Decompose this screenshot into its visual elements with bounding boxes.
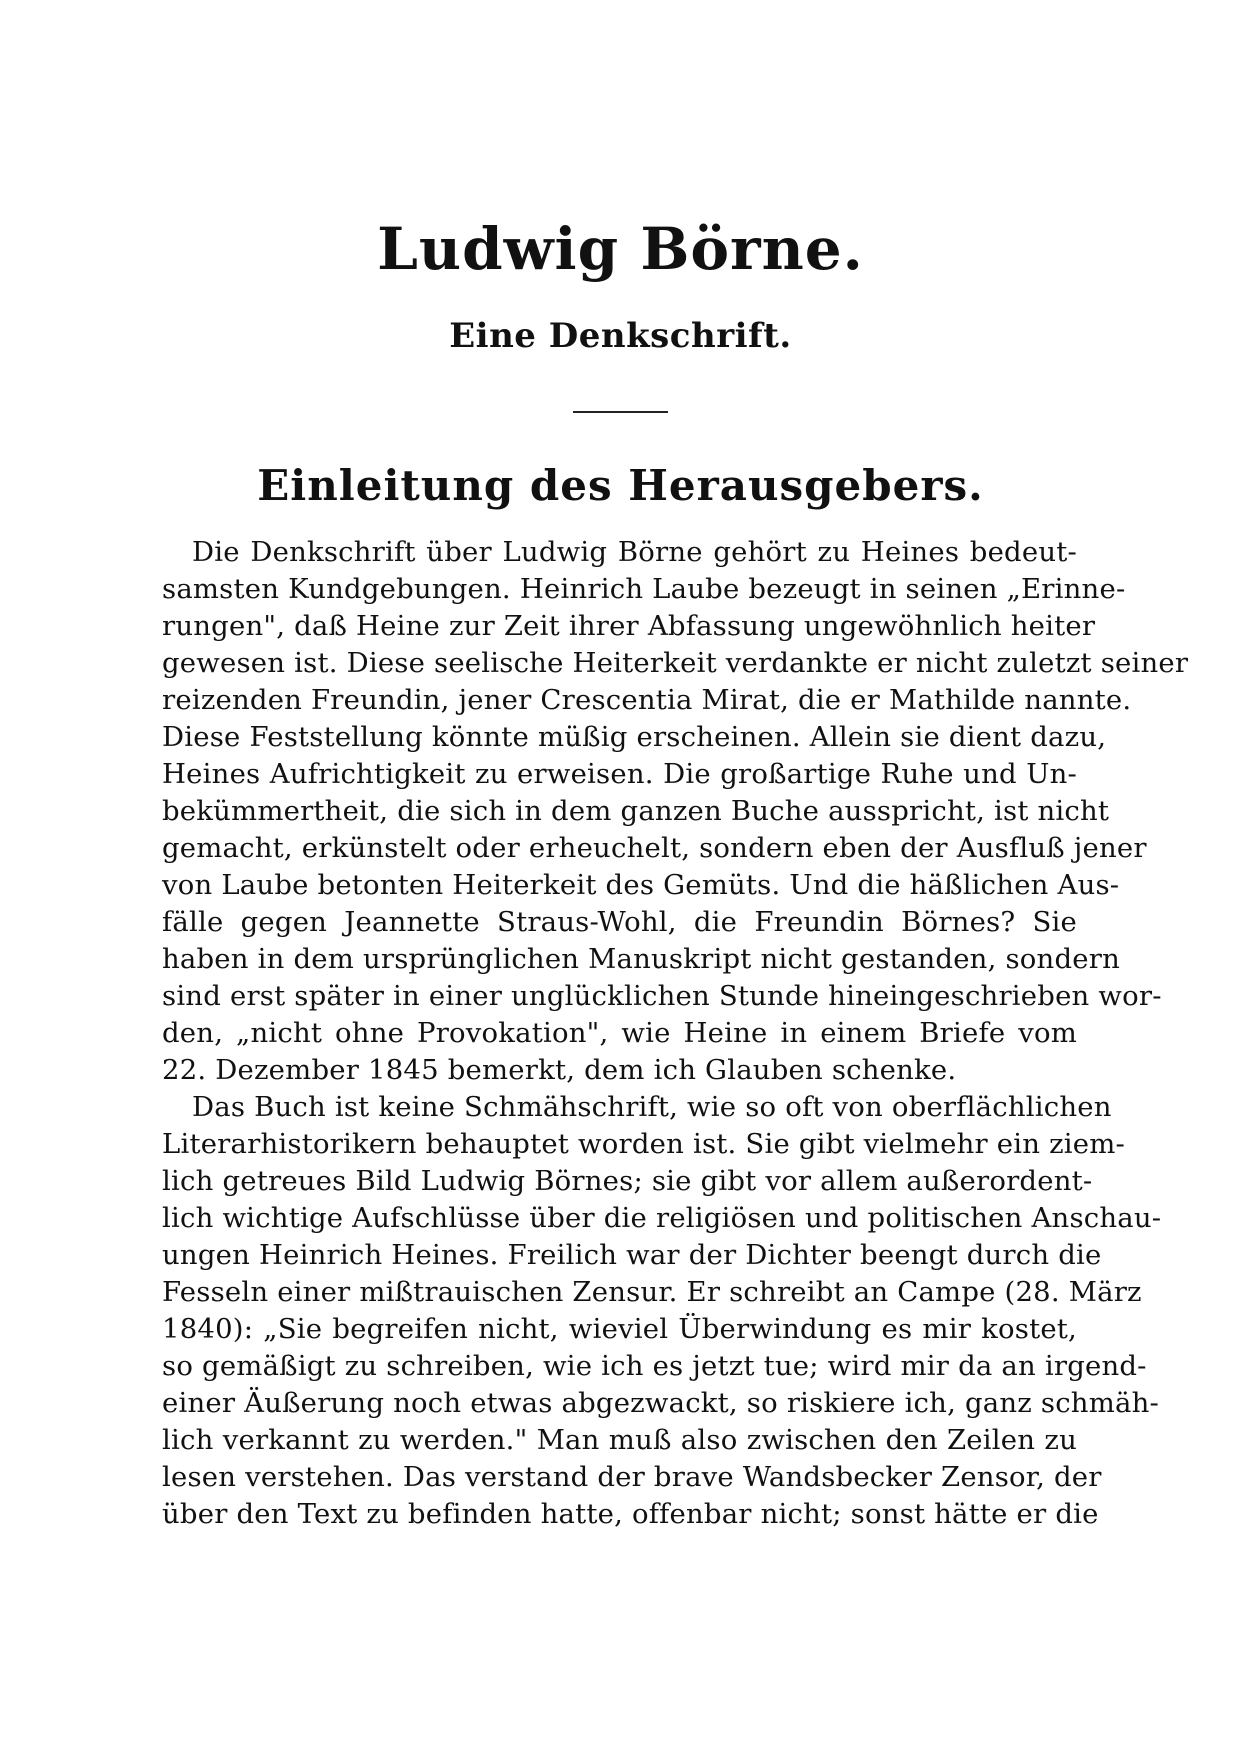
text-line: einer Äußerung noch etwas abgezwackt, so riskiere ich, ganz schmäh- — [162, 1387, 1159, 1419]
text-line: gemacht, erkünstelt oder erheuchelt, sondern eben der Ausfluß jener — [162, 832, 1147, 864]
text-line: lesen verstehen. Das verstand der brave Wandsbecker Zensor, der — [162, 1461, 1102, 1493]
text-line: rungen", daß Heine zur Zeit ihrer Abfassung ungewöhnlich heiter — [162, 610, 1096, 642]
text-line: Die Denkschrift über Ludwig Börne gehört zu Heines bedeut- — [192, 536, 1077, 568]
text-line: Das Buch ist keine Schmähschrift, wie so oft von oberflächlichen — [192, 1091, 1112, 1123]
text-line: bekümmertheit, die sich in dem ganzen Buche ausspricht, ist nicht — [162, 795, 1110, 827]
text-line: Heines Aufrichtigkeit zu erweisen. Die großartige Ruhe und Un- — [162, 758, 1077, 790]
text-line: fälle gegen Jeannette Straus-Wohl, die Freundin Börnes? Sie — [162, 906, 1077, 938]
page-title: Ludwig Börne. — [377, 215, 864, 283]
page-subtitle: Eine Denkschrift. — [449, 316, 792, 356]
text-line: lich wichtige Aufschlüsse über die religiösen und politischen Anschau- — [162, 1202, 1162, 1234]
text-line: Fesseln einer mißtrauischen Zensur. Er schreibt an Campe (28. März — [162, 1276, 1142, 1308]
text-line: sind erst später in einer unglücklichen Stunde hineingeschrieben wor- — [162, 980, 1162, 1012]
text-line: 1840): „Sie begreifen nicht, wieviel Überwindung es mir kostet, — [162, 1313, 1077, 1345]
paragraph — [162, 1089, 1162, 1533]
text-line: von Laube betonten Heiterkeit des Gemüts. Und die häßlichen Aus- — [162, 869, 1120, 901]
text-line: Literarhistorikern behauptet worden ist. Sie gibt vielmehr ein ziem- — [162, 1128, 1126, 1160]
text-line: Diese Feststellung könnte müßig erscheinen. Allein sie dient dazu, — [162, 721, 1107, 753]
title-divider — [573, 411, 668, 413]
paragraph — [162, 534, 1189, 1089]
body-text — [162, 534, 1189, 1533]
text-line: samsten Kundgebungen. Heinrich Laube bezeugt in seinen „Erinne- — [162, 573, 1126, 605]
text-line: ungen Heinrich Heines. Freilich war der Dichter beengt durch die — [162, 1239, 1102, 1271]
text-line: 22. Dezember 1845 bemerkt, dem ich Glauben schenke. — [162, 1054, 957, 1086]
text-line: lich getreues Bild Ludwig Börnes; sie gibt vor allem außerordent- — [162, 1165, 1093, 1197]
section-heading: Einleitung des Herausgebers. — [257, 461, 984, 510]
text-line: über den Text zu befinden hatte, offenbar nicht; sonst hätte er die — [162, 1498, 1099, 1530]
text-line: haben in dem ursprünglichen Manuskript nicht gestanden, sondern — [162, 943, 1120, 975]
text-line: den, „nicht ohne Provokation", wie Heine in einem Briefe vom — [162, 1017, 1077, 1049]
text-line: so gemäßigt zu schreiben, wie ich es jetzt tue; wird mir da an irgend- — [162, 1350, 1147, 1382]
text-line: gewesen ist. Diese seelische Heiterkeit verdankte er nicht zuletzt seiner — [162, 647, 1189, 679]
text-line: lich verkannt zu werden." Man muß also zwischen den Zeilen zu — [162, 1424, 1077, 1456]
text-line: reizenden Freundin, jener Crescentia Mirat, die er Mathilde nannte. — [162, 684, 1132, 716]
